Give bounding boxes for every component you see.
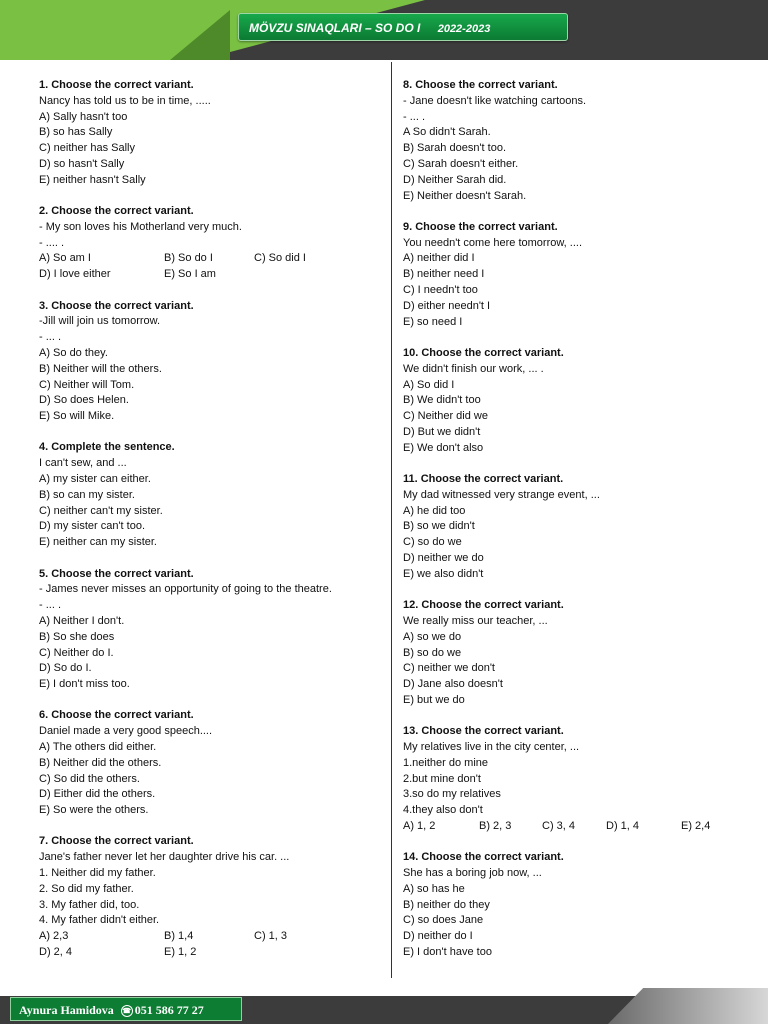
- question-block: [39, 204, 379, 283]
- answer-option: E) 1, 2: [164, 946, 197, 959]
- question-block: [403, 220, 743, 331]
- question-title: 12. Choose the correct variant.: [403, 599, 564, 612]
- question-line: B) Neither will the others.: [39, 362, 162, 375]
- question-line: D) So do I.: [39, 662, 92, 675]
- question-line: E) neither can my sister.: [39, 536, 157, 549]
- question-line: C) Sarah doesn't either.: [403, 157, 519, 170]
- question-title: 7. Choose the correct variant.: [39, 835, 194, 848]
- question-line: B) neither need I: [403, 268, 485, 281]
- question-line: B) so do we: [403, 646, 462, 659]
- question-line: A) so has he: [403, 882, 465, 895]
- question-line: D) my sister can't too.: [39, 520, 146, 533]
- header-year: 2022-2023: [437, 23, 491, 35]
- answer-option: D) I love either: [39, 268, 111, 281]
- question-line: C) So did the others.: [39, 772, 140, 785]
- question-line: - ... .: [403, 110, 425, 123]
- question-line: D) Neither Sarah did.: [403, 173, 507, 186]
- question-line: We didn't finish our work, ... .: [403, 362, 544, 375]
- question-block: [403, 724, 743, 835]
- question-block: [39, 299, 379, 425]
- question-block: [39, 567, 379, 693]
- question-line: C) Neither will Tom.: [39, 378, 135, 391]
- question-line: 4. My father didn't either.: [39, 914, 160, 927]
- question-title: 9. Choose the correct variant.: [403, 220, 558, 233]
- question-line: A) my sister can either.: [39, 473, 151, 486]
- options-row: [39, 945, 379, 961]
- answer-option: A) So am I: [39, 252, 91, 265]
- question-line: My dad witnessed very strange event, ...: [403, 488, 600, 501]
- question-line: E) I don't have too: [403, 946, 492, 959]
- question-line: 2.but mine don't: [403, 772, 481, 785]
- question-line: Daniel made a very good speech....: [39, 725, 213, 738]
- question-line: A) Neither I don't.: [39, 614, 125, 627]
- question-title: 3. Choose the correct variant.: [39, 299, 194, 312]
- question-line: -Jill will join us tomorrow.: [39, 315, 161, 328]
- answer-option: E) So I am: [164, 268, 216, 281]
- question-line: B) Sarah doesn't too.: [403, 142, 506, 155]
- question-line: - ... .: [39, 599, 61, 612]
- question-line: C) Neither do I.: [39, 646, 114, 659]
- question-block: [39, 708, 379, 819]
- question-line: 1.neither do mine: [403, 756, 488, 769]
- question-line: E) neither hasn't Sally: [39, 173, 146, 186]
- question-block: [403, 850, 743, 961]
- question-line: B) So she does: [39, 630, 115, 643]
- question-line: A) neither did I: [403, 252, 475, 265]
- question-line: 3. My father did, too.: [39, 898, 140, 911]
- question-title: 8. Choose the correct variant.: [403, 79, 558, 91]
- question-line: C) neither can't my sister.: [39, 504, 163, 517]
- question-line: 4.they also don't: [403, 804, 483, 817]
- question-block: [403, 598, 743, 709]
- answer-option: D) 1, 4: [606, 819, 640, 832]
- question-line: E) I don't miss too.: [39, 678, 130, 691]
- question-block: [403, 346, 743, 457]
- question-line: B) so we didn't: [403, 520, 475, 533]
- question-line: 1. Neither did my father.: [39, 867, 156, 880]
- header-title: MÖVZU SINAQLARI – SO DO I: [249, 21, 421, 35]
- question-line: C) I needn't too: [403, 284, 478, 297]
- question-line: We really miss our teacher, ...: [403, 614, 548, 627]
- answer-option: A) 2,3: [39, 930, 69, 943]
- options-row: [403, 819, 743, 835]
- question-title: 14. Choose the correct variant.: [403, 851, 564, 864]
- options-row: [39, 251, 379, 267]
- question-line: D) Either did the others.: [39, 788, 156, 801]
- question-line: B) Neither did the others.: [39, 756, 162, 769]
- question-line: D) so hasn't Sally: [39, 157, 125, 170]
- footer-accent: [608, 988, 768, 1024]
- answer-option: E) 2,4: [681, 819, 711, 832]
- column-divider: [391, 62, 392, 978]
- question-title: 2. Choose the correct variant.: [39, 205, 194, 218]
- answer-option: B) 2, 3: [479, 819, 512, 832]
- answer-option: B) 1,4: [164, 930, 194, 943]
- answer-option: C) So did I: [254, 252, 306, 265]
- question-line: E) so need I: [403, 315, 463, 328]
- author-phone: 051 586 77 27: [134, 1003, 204, 1017]
- question-line: E) Neither doesn't Sarah.: [403, 189, 527, 202]
- question-title: 11. Choose the correct variant.: [403, 473, 564, 486]
- question-line: A) so we do: [403, 630, 462, 643]
- question-title: 6. Choose the correct variant.: [39, 709, 194, 722]
- author-contact: [10, 997, 242, 1021]
- question-block: [403, 472, 743, 583]
- question-block: [39, 834, 379, 960]
- question-line: E) we also didn't: [403, 567, 484, 580]
- question-line: Jane's father never let her daughter drive his car. ...: [39, 851, 290, 864]
- options-row: [39, 929, 379, 945]
- author-name: Aynura Hamidova: [19, 1003, 114, 1017]
- answer-option: D) 2, 4: [39, 946, 73, 959]
- question-block: [39, 440, 379, 551]
- question-line: B) neither do they: [403, 898, 490, 911]
- question-line: 2. So did my father.: [39, 882, 134, 895]
- phone-icon: ☎: [122, 1007, 132, 1016]
- question-line: A) So did I: [403, 378, 455, 391]
- question-line: A) he did too: [403, 504, 466, 517]
- question-line: - James never misses an opportunity of going to the theatre.: [39, 583, 332, 596]
- question-line: Nancy has told us to be in time, .....: [39, 94, 211, 107]
- question-line: B) so has Sally: [39, 126, 113, 139]
- question-line: D) either needn't I: [403, 299, 491, 312]
- question-line: D) Jane also doesn't: [403, 678, 503, 691]
- question-title: 10. Choose the correct variant.: [403, 346, 564, 359]
- question-block: [39, 78, 379, 189]
- question-line: C) neither has Sally: [39, 142, 135, 155]
- header-title-box: [238, 13, 568, 41]
- answer-option: C) 1, 3: [254, 930, 288, 943]
- question-line: C) so do we: [403, 536, 462, 549]
- header-accent-dark: [170, 10, 230, 60]
- header-bar: [0, 0, 768, 60]
- question-line: A) Sally hasn't too: [39, 110, 128, 123]
- question-line: - Jane doesn't like watching cartoons.: [403, 94, 587, 107]
- question-line: My relatives live in the city center, ...: [403, 740, 580, 753]
- question-line: B) We didn't too: [403, 394, 481, 407]
- question-line: C) Neither did we: [403, 410, 488, 423]
- answer-option: B) So do I: [164, 252, 213, 265]
- question-line: E) but we do: [403, 693, 465, 706]
- question-line: E) So were the others.: [39, 804, 149, 817]
- question-title: 5. Choose the correct variant.: [39, 567, 194, 580]
- left-column: [39, 78, 379, 976]
- question-line: D) So does Helen.: [39, 394, 129, 407]
- question-line: D) neither we do: [403, 552, 484, 565]
- question-title: 13. Choose the correct variant.: [403, 725, 564, 738]
- question-line: A) The others did either.: [39, 740, 157, 753]
- question-line: E) So will Mike.: [39, 410, 115, 423]
- question-line: I can't sew, and ...: [39, 457, 127, 470]
- question-line: 3.so do my relatives: [403, 788, 501, 801]
- question-line: C) neither we don't: [403, 662, 495, 675]
- question-line: A So didn't Sarah.: [403, 126, 491, 139]
- right-column: [403, 78, 743, 976]
- question-line: D) But we didn't: [403, 425, 481, 438]
- question-line: B) so can my sister.: [39, 488, 135, 501]
- question-line: - ... .: [39, 331, 61, 344]
- answer-option: C) 3, 4: [542, 819, 576, 832]
- question-line: - .... .: [39, 236, 65, 249]
- options-row: [39, 267, 379, 283]
- question-title: 4. Complete the sentence.: [39, 441, 175, 454]
- question-line: She has a boring job now, ...: [403, 867, 542, 880]
- question-line: D) neither do I: [403, 930, 473, 943]
- question-line: C) so does Jane: [403, 914, 484, 927]
- question-line: A) So do they.: [39, 346, 108, 359]
- question-line: - My son loves his Motherland very much.: [39, 220, 242, 233]
- question-line: E) We don't also: [403, 441, 484, 454]
- question-block: [403, 78, 743, 204]
- answer-option: A) 1, 2: [403, 819, 436, 832]
- question-title: 1. Choose the correct variant.: [39, 79, 194, 91]
- question-line: You needn't come here tomorrow, ....: [403, 236, 583, 249]
